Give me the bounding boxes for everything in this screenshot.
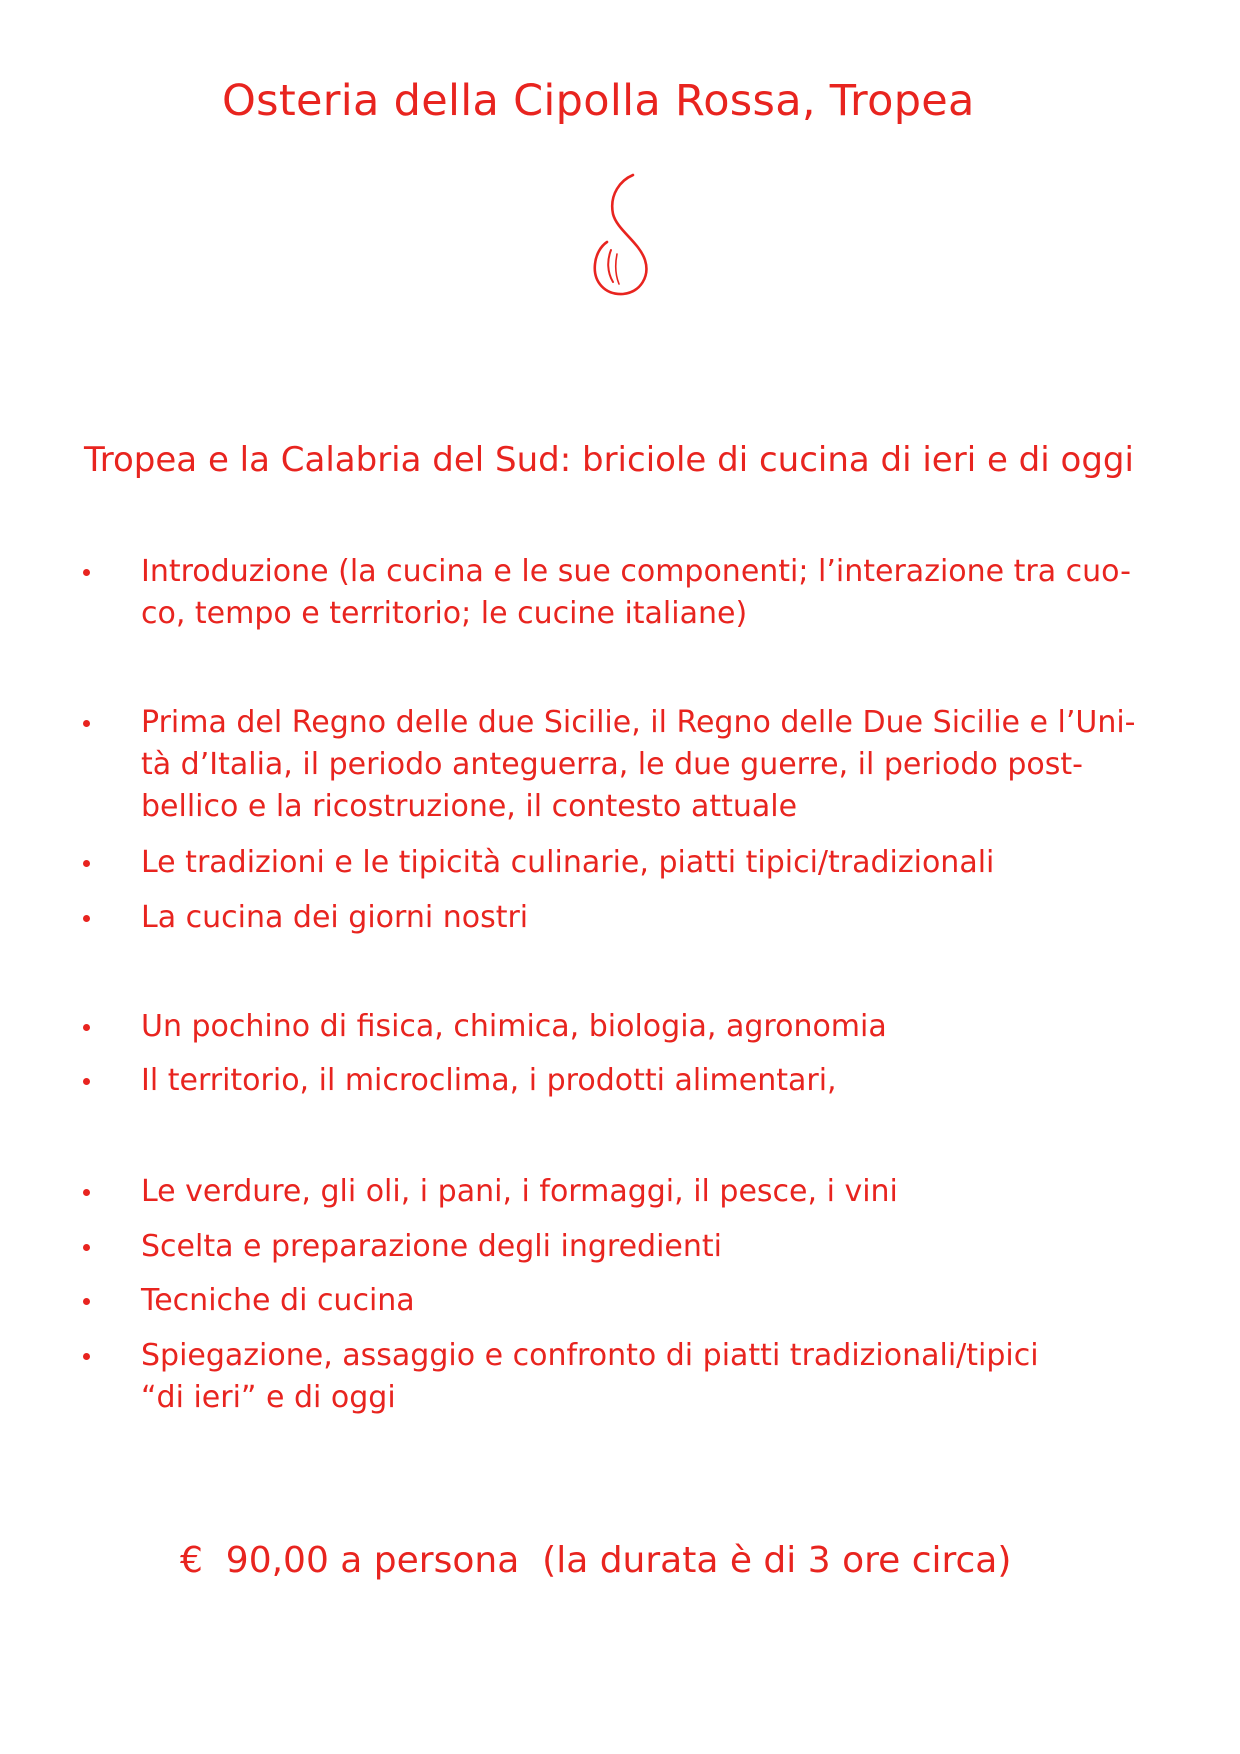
item-line: tà d’Italia, il periodo anteguerra, le due guerre, il periodo post-: [141, 747, 1083, 782]
document-subtitle: Tropea e la Calabria del Sud: briciole di cucina di ieri e di oggi: [84, 440, 1134, 480]
list-item: [141, 1335, 1161, 1419]
bullet-icon: [83, 1298, 90, 1305]
bullet-icon: [83, 1078, 90, 1085]
list-item: [141, 1226, 1161, 1268]
item-line: Scelta e preparazione degli ingredienti: [141, 1229, 722, 1264]
item-line: Un pochino di fisica, chimica, biologia, agronomia: [141, 1009, 887, 1044]
list-item: [141, 1171, 1161, 1213]
item-line: La cucina dei giorni nostri: [141, 900, 529, 935]
list-item: [141, 551, 1161, 635]
bullet-icon: [83, 720, 90, 727]
item-line: Il territorio, il microclima, i prodotti alimentari,: [141, 1063, 837, 1098]
item-line: Spiegazione, assaggio e confronto di piatti tradizionali/tipici: [141, 1338, 1039, 1373]
bullet-icon: [83, 915, 90, 922]
item-line: Le verdure, gli oli, i pani, i formaggi, il pesce, i vini: [141, 1174, 898, 1209]
item-line: Tecniche di cucina: [141, 1283, 415, 1318]
bullet-icon: [83, 569, 90, 576]
item-line: bellico e la ricostruzione, il contesto attuale: [141, 789, 798, 824]
document-title: Osteria della Cipolla Rossa, Tropea: [222, 76, 975, 126]
list-item: [141, 842, 1161, 884]
item-line: co, tempo e territorio; le cucine italiane): [141, 596, 748, 631]
item-line: Introduzione (la cucina e le sue componenti; l’interazione tra cuo-: [141, 554, 1131, 589]
list-item: [141, 1280, 1161, 1322]
item-line: Le tradizioni e le tipicità culinarie, piatti tipici/tradizionali: [141, 845, 995, 880]
list-item: [141, 702, 1161, 828]
bullet-icon: [83, 1353, 90, 1360]
item-line: Prima del Regno delle due Sicilie, il Regno delle Due Sicilie e l’Uni-: [141, 705, 1136, 740]
list-item: [141, 1060, 1161, 1102]
bullet-icon: [83, 1189, 90, 1196]
list-item: [141, 897, 1161, 939]
price-line: € 90,00 a persona (la durata è di 3 ore circa): [180, 1540, 1012, 1581]
bullet-icon: [83, 1024, 90, 1031]
bullet-icon: [83, 1244, 90, 1251]
bullet-icon: [83, 860, 90, 867]
list-item: [141, 1006, 1161, 1048]
item-line: “di ieri” e di oggi: [141, 1380, 396, 1415]
